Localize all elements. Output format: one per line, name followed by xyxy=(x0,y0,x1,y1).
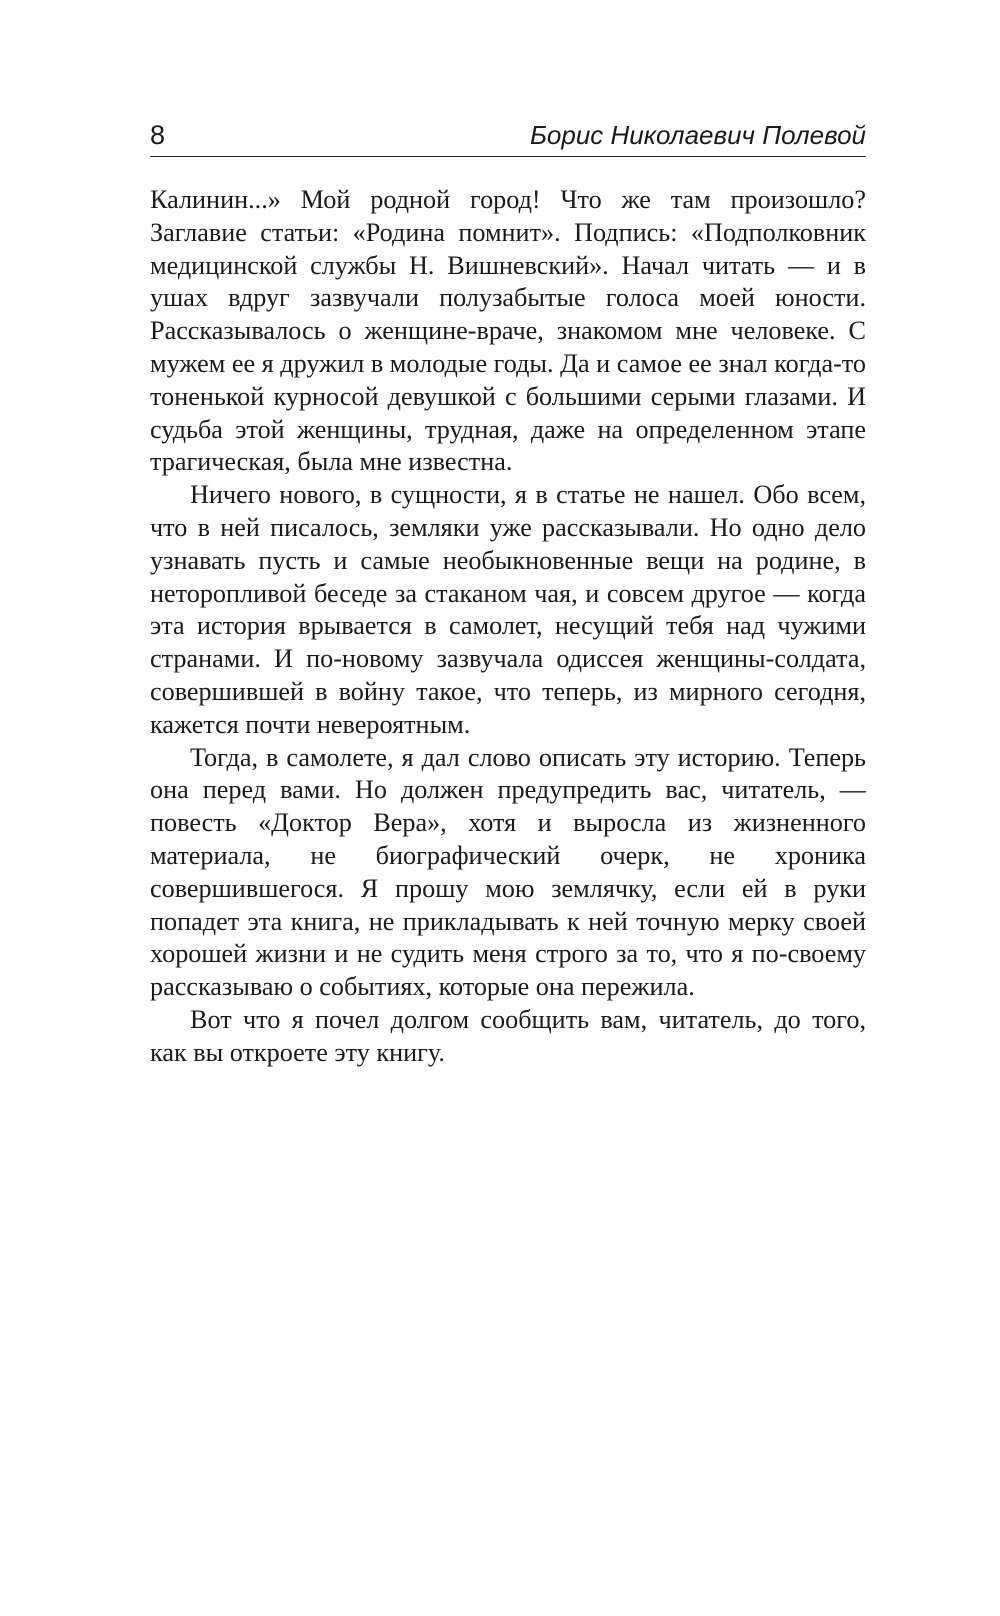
paragraph-1: Калинин...» Мой родной город! Что же там произошло? Заглавие статьи: «Родина помнит». Подпись: «Подполковник медицинской службы Н. Вишневский». Начал читать — и в ушах вдруг зазвучали полузабытые голоса моей юности. Рассказывалось о женщине-враче, знакомом мне человеке. С мужем ее я дружил в молодые годы. Да и самое ее знал когда-то тоненькой курносой девушкой с большими серыми глазами. И судьба этой женщины, трудная, даже на определенном этапе трагическая, была мне известна. xyxy=(150,185,866,477)
running-header xyxy=(150,112,866,157)
paragraph-2: Ничего нового, в сущности, я в статье не нашел. Обо всем, что в ней писалось, земляки уже рассказывали. Но одно дело узнавать пусть и самые необыкновенные вещи на родине, в неторопливой беседе за стаканом чая, и совсем другое — когда эта история врывается в самолет, несущий тебя над чужими странами. И по-новому зазвучала одиссея женщины-солдата, совершившей в войну такое, что теперь, из мирного сегодня, кажется почти невероятным. xyxy=(150,480,866,739)
paragraph-3: Тогда, в самолете, я дал слово описать эту историю. Теперь она перед вами. Но должен предупредить вас, читатель, — повесть «Доктор Вера», хотя и выросла из жизненного материала, не биографический очерк, не хроника совершившегося. Я прошу мою землячку, если ей в руки попадет эта книга, не прикладывать к ней точную мерку своей хорошей жизни и не судить меня строго за то, что я по-своему рассказываю о событиях, которые она пережила. xyxy=(150,742,866,1002)
paragraph-4: Вот что я почел долгом сообщить вам, читатель, до того, как вы откроете эту книгу. xyxy=(150,1004,866,1067)
author-name: Борис Николаевич Полевой xyxy=(530,120,866,150)
page-number: 8 xyxy=(150,120,166,150)
body-text xyxy=(150,184,866,1070)
book-page xyxy=(150,112,866,1070)
